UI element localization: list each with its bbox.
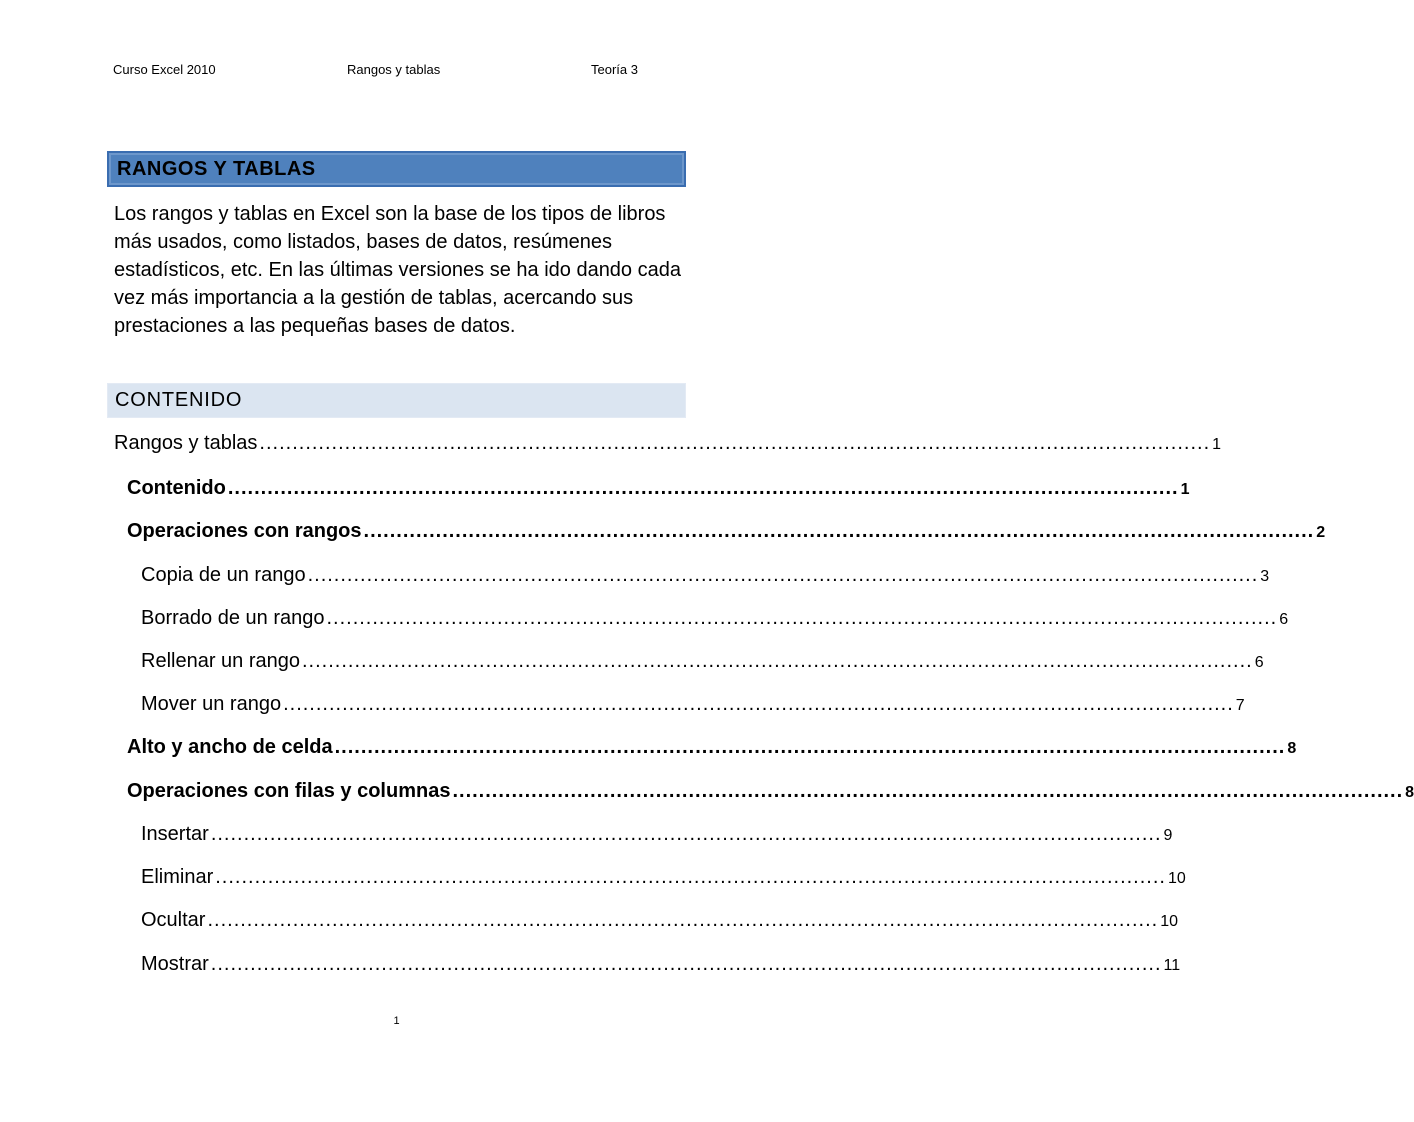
page-number: 1 <box>393 1015 400 1027</box>
toc-entry-title: Contenido <box>127 477 226 499</box>
toc-leader: ................................................................................................................................................. <box>259 432 1211 454</box>
toc-entry-title: Rangos y tablas <box>114 432 258 454</box>
toc-entry-title: Ocultar <box>141 909 206 931</box>
toc-entry-title: Eliminar <box>141 866 214 888</box>
toc-entry-eliminar[interactable] <box>141 866 1186 892</box>
toc-entry-ocultar[interactable] <box>141 909 1178 935</box>
toc-entry-borrado-de-un-rango[interactable] <box>141 607 1289 633</box>
toc-leader: ................................................................................................................................................. <box>326 607 1278 629</box>
toc-entry-title: Mostrar <box>141 953 209 975</box>
toc-entry-title: Operaciones con rangos <box>127 520 362 542</box>
toc-entry-title: Rellenar un rango <box>141 650 300 672</box>
toc-entry-rellenar-un-rango[interactable] <box>141 650 1264 676</box>
toc-leader: ................................................................................................................................................. <box>452 780 1404 802</box>
page-title: RANGOS Y TABLAS <box>117 158 316 180</box>
toc-entry-copia-de-un-rango[interactable] <box>141 564 1270 590</box>
toc-leader: ................................................................................................................................................. <box>207 909 1159 931</box>
toc-entry-page: 10 <box>1167 870 1186 887</box>
toc-leader: ................................................................................................................................................. <box>283 693 1234 715</box>
toc-entry-page: 3 <box>1260 568 1270 585</box>
toc-entry-page: 1 <box>1212 436 1222 453</box>
contents-banner <box>107 383 686 418</box>
toc-entry-mover-un-rango[interactable] <box>141 693 1245 719</box>
toc-entry-title: Insertar <box>141 823 209 845</box>
toc-entry-title: Copia de un rango <box>141 564 306 586</box>
toc-entry-mostrar[interactable] <box>141 953 1181 979</box>
toc-entry-alto-y-ancho-de-celda[interactable] <box>127 736 1297 762</box>
toc-entry-page: 6 <box>1279 611 1289 628</box>
toc-entry-rangos-y-tablas[interactable] <box>114 432 1222 458</box>
toc-entry-page: 8 <box>1287 740 1297 757</box>
contents-heading: CONTENIDO <box>115 389 243 411</box>
toc-entry-page: 10 <box>1160 913 1178 930</box>
toc-entry-page: 6 <box>1254 654 1264 671</box>
toc-leader: ................................................................................................................................................. <box>363 520 1315 542</box>
toc-entry-page: 1 <box>1180 481 1190 498</box>
toc-entry-page: 11 <box>1163 957 1181 974</box>
title-banner <box>107 151 686 187</box>
toc-leader: ................................................................................................................................................. <box>215 866 1166 888</box>
header-lesson: Teoría 3 <box>591 62 638 77</box>
header-topic: Rangos y tablas <box>347 62 441 77</box>
toc-entry-title: Alto y ancho de celda <box>127 736 333 758</box>
toc-entry-page: 2 <box>1316 524 1326 541</box>
toc-entry-page: 8 <box>1405 784 1414 801</box>
toc-leader: ................................................................................................................................................. <box>227 477 1179 499</box>
toc-entry-title: Operaciones con filas y columnas <box>127 780 451 802</box>
toc-entry-insertar[interactable] <box>141 823 1173 849</box>
toc-entry-title: Mover un rango <box>141 693 282 715</box>
toc-leader: ................................................................................................................................................. <box>210 953 1162 975</box>
toc-leader: ................................................................................................................................................. <box>210 823 1162 845</box>
toc-leader: ................................................................................................................................................. <box>334 736 1286 758</box>
toc-entry-page: 9 <box>1163 827 1173 844</box>
toc-leader: ................................................................................................................................................. <box>302 650 1253 672</box>
toc-entry-operaciones-con-rangos[interactable] <box>127 520 1326 546</box>
toc-entry-title: Borrado de un rango <box>141 607 325 629</box>
toc-entry-operaciones-con-filas-y-columnas[interactable] <box>127 780 1414 806</box>
page-header <box>113 62 640 82</box>
toc-leader: ................................................................................................................................................. <box>307 564 1259 586</box>
toc-entry-contenido[interactable] <box>127 477 1190 503</box>
header-course: Curso Excel 2010 <box>113 62 216 77</box>
toc-entry-page: 7 <box>1235 697 1245 714</box>
intro-paragraph: Los rangos y tablas en Excel son la base de los tipos de libros más usados, como listados, bases de datos, resúmenes estadísticos, etc. En las últimas versiones se ha ido dando cada vez más importancia a la gestión de tablas, acercando sus prestaciones a las pequeñas bases de datos. <box>114 203 681 337</box>
